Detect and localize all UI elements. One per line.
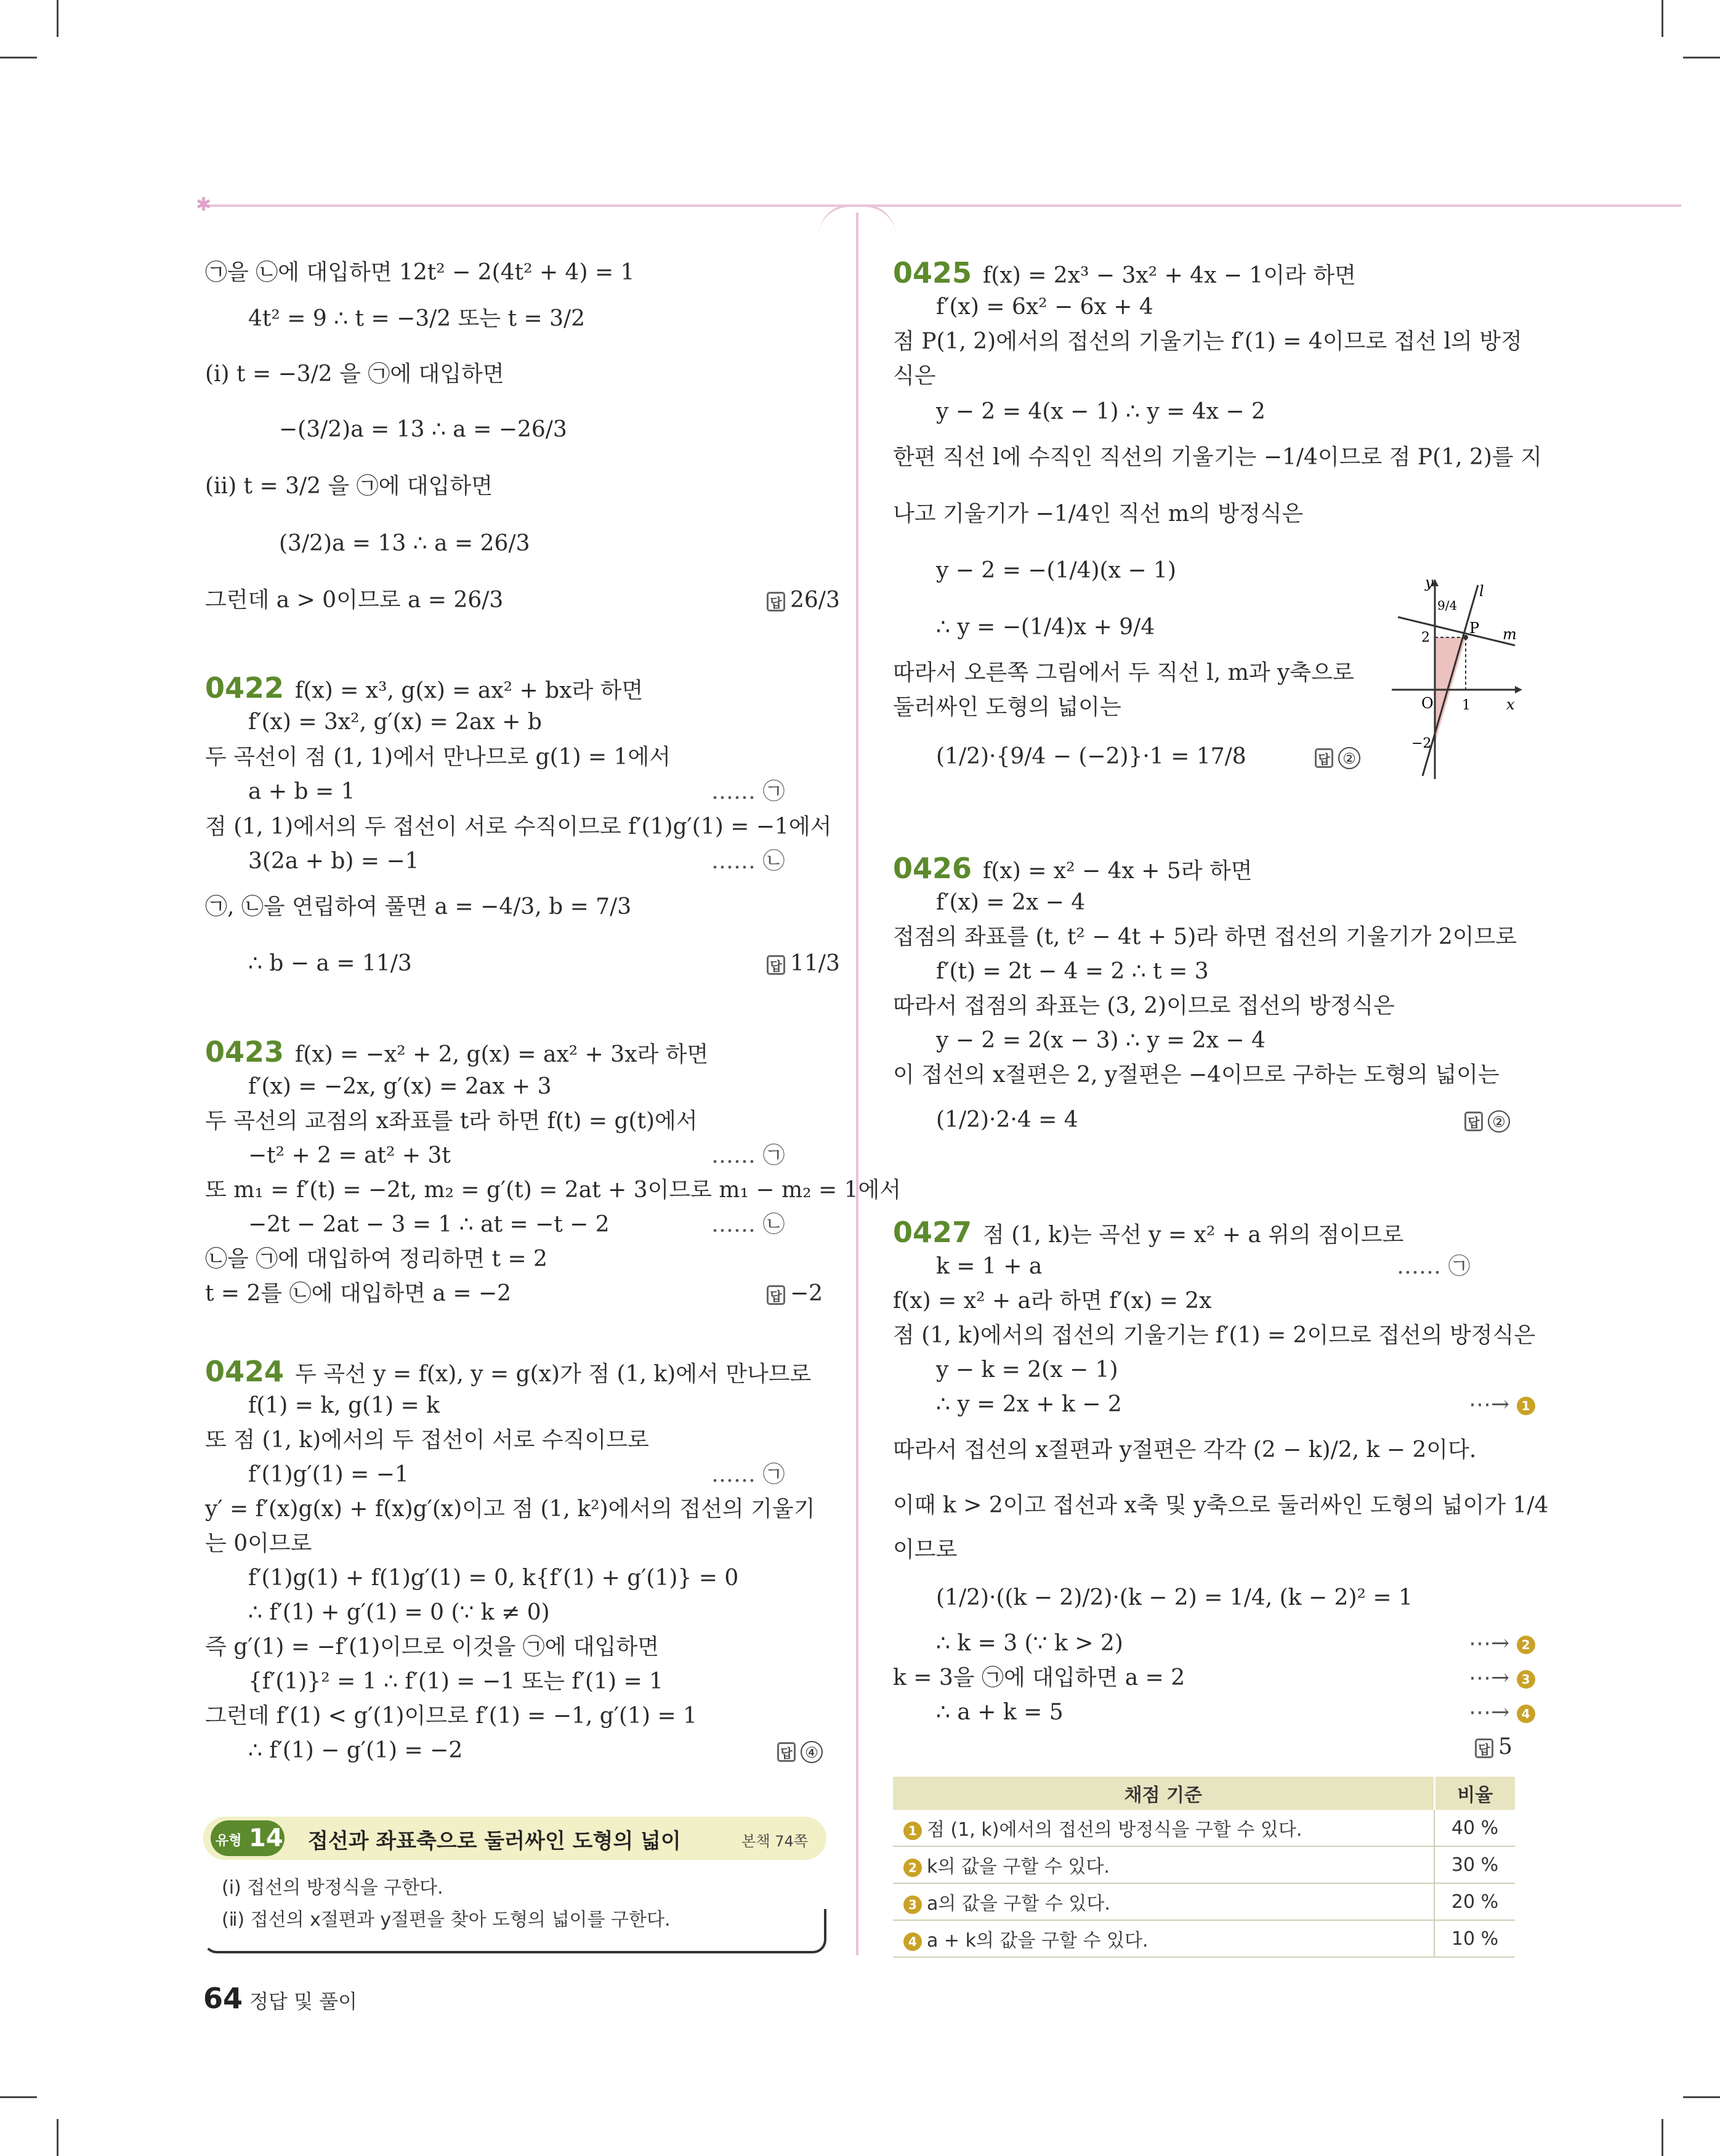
text-line: f′(1)g(1) + f(1)g′(1) = 0, k{f′(1) + g′(1)} = 0 (248, 1565, 739, 1591)
text-line: ㉡을 ㉠에 대입하여 정리하면 t = 2 (205, 1246, 547, 1272)
text-line: y − 2 = 4(x − 1) ∴ y = 4x − 2 (936, 399, 1266, 424)
answer-0427 (1475, 1732, 1512, 1762)
text-line: f(x) = −x² + 2, g(x) = ax² + 3x라 하면 (295, 1042, 709, 1067)
point-p-marker (1463, 635, 1468, 640)
text-line: (ⅰ) t = −3/2 을 ㉠에 대입하면 (205, 361, 504, 387)
criteria-ratio: 20 % (1434, 1883, 1515, 1920)
answer-icon: 답 (1464, 1112, 1483, 1131)
text-line: −(3/2)a = 13 ∴ a = −26/3 (279, 417, 567, 442)
equation-marker: …… ㉡ (711, 1212, 785, 1237)
type-badge (211, 1820, 285, 1856)
text-line: {f′(1)}² = 1 ∴ f′(1) = −1 또는 f′(1) = 1 (248, 1669, 663, 1694)
text-line: 그런데 f′(1) < g′(1)이므로 f′(1) = −1, g′(1) = 1 (205, 1703, 697, 1729)
criteria-number: 3 (903, 1896, 922, 1914)
step-marker: ⋯→ 3 (1469, 1663, 1535, 1694)
equation-marker: …… ㉠ (711, 779, 785, 804)
column-divider (856, 212, 858, 1955)
problem-0425-line (893, 257, 1356, 291)
table-row (893, 1846, 1515, 1883)
type-badge-number: 14 (249, 1824, 283, 1852)
text-line: 점 (1, k)에서의 접선의 기울기는 f′(1) = 2이므로 접선의 방정식은 (893, 1323, 1536, 1348)
figure-lines-lm (1386, 573, 1527, 782)
text-line: 4t² = 9 ∴ t = −3/2 또는 t = 3/2 (248, 306, 586, 331)
criteria-ratio: 10 % (1434, 1920, 1515, 1957)
text-line: f(x) = x² + a라 하면 f′(x) = 2x (893, 1288, 1212, 1314)
table-header-item: 채점 기준 (893, 1777, 1434, 1810)
footer-text: 정답 및 풀이 (249, 1990, 358, 2013)
text-line: 한편 직선 l에 수직인 직선의 기울기는 −1/4이므로 점 P(1, 2)를 지 (893, 445, 1542, 470)
answer-value: ④ (801, 1741, 823, 1763)
text-line: f′(x) = 3x², g′(x) = 2ax + b (248, 709, 542, 735)
text-line: f(1) = k, g(1) = k (248, 1393, 440, 1418)
answer-icon: 답 (777, 1742, 796, 1762)
step-number: 4 (1517, 1705, 1535, 1723)
text-line: ∴ y = −(1/4)x + 9/4 (936, 615, 1155, 640)
line-m-label: m (1503, 626, 1517, 643)
criteria-text: k의 값을 구할 수 있다. (927, 1856, 1110, 1878)
problem-0427-line (893, 1217, 1403, 1251)
answer-value: ② (1488, 1110, 1510, 1133)
answer-0426 (1464, 1105, 1510, 1136)
text-line: 따라서 오른쪽 그림에서 두 직선 l, m과 y축으로 (893, 660, 1354, 685)
text-line: 나고 기울기가 −1/4인 직선 m의 방정식은 (893, 501, 1304, 527)
criteria-item (893, 1920, 1434, 1957)
tick-label: 2 (1421, 630, 1430, 645)
answer-icon: 답 (767, 955, 785, 975)
table-row (893, 1810, 1515, 1846)
text-line: f′(x) = 6x² − 6x + 4 (936, 294, 1153, 320)
text-line: y′ = f′(x)g(x) + f(x)g′(x)이고 점 (1, k²)에서의 접선의 기울기 (205, 1496, 815, 1522)
criteria-number: 2 (903, 1859, 922, 1877)
crop-mark (57, 2119, 59, 2156)
problem-0423-line (205, 1036, 708, 1070)
text-line: 따라서 접선의 x절편과 y절편은 각각 (2 − k)/2, k − 2이다. (893, 1437, 1477, 1463)
criteria-item (893, 1810, 1434, 1846)
text-line: 두 곡선 y = f(x), y = g(x)가 점 (1, k)에서 만나므로 (295, 1362, 812, 1387)
problem-0426-line (893, 853, 1253, 887)
star-icon: ✱ (196, 194, 212, 216)
text-line: f(x) = x³, g(x) = ax² + bx라 하면 (295, 678, 644, 703)
answer-icon: 답 (1315, 748, 1333, 768)
type-step: (ⅰ) 접선의 방정식을 구한다. (222, 1877, 443, 1899)
text-line: f′(t) = 2t − 4 = 2 ∴ t = 3 (936, 959, 1209, 984)
answer-value: 11/3 (790, 951, 840, 976)
answer-value: 5 (1498, 1734, 1512, 1759)
answer-icon: 답 (767, 1285, 785, 1305)
text-line: 즉 g′(1) = −f′(1)이므로 이것을 ㉠에 대입하면 (205, 1634, 660, 1660)
table-header-ratio: 비율 (1434, 1777, 1515, 1810)
problem-number: 0424 (205, 1355, 285, 1388)
y-axis-label: y (1425, 574, 1434, 591)
page-number: 64 (203, 1982, 243, 2015)
text-line: f(x) = 2x³ − 3x² + 4x − 1이라 하면 (983, 263, 1356, 288)
text-line: (3/2)a = 13 ∴ a = 26/3 (279, 531, 530, 556)
text-line: ∴ y = 2x + k − 2 (936, 1392, 1122, 1417)
text-line: 접점의 좌표를 (t, t² − 4t + 5)라 하면 접선의 기울기가 2이므로 (893, 924, 1517, 950)
crop-mark (57, 0, 59, 37)
criteria-number: 4 (903, 1932, 922, 1951)
point-p-label: P (1469, 620, 1480, 637)
text-line: 식은 (893, 363, 936, 389)
criteria-text: a + k의 값을 구할 수 있다. (927, 1930, 1149, 1952)
table-row (893, 1920, 1515, 1957)
criteria-item (893, 1883, 1434, 1920)
text-line: f′(x) = −2x, g′(x) = 2ax + 3 (248, 1074, 552, 1099)
text-line: 두 곡선의 교점의 x좌표를 t라 하면 f(t) = g(t)에서 (205, 1108, 698, 1134)
equation-marker: …… ㉠ (711, 1462, 785, 1487)
text-line: 또 m₁ = f′(t) = −2t, m₂ = g′(t) = 2at + 3이므로 m₁ − m₂ = 1에서 (205, 1177, 902, 1203)
table-header-row (893, 1777, 1515, 1810)
text-line: (ⅱ) t = 3/2 을 ㉠에 대입하면 (205, 474, 493, 499)
answer-value: ② (1338, 747, 1360, 769)
text-line: 는 0이므로 (205, 1531, 312, 1556)
crop-mark (1661, 0, 1663, 37)
type-14-box (203, 1817, 826, 1860)
text-line: y − k = 2(x − 1) (936, 1357, 1118, 1383)
step-marker: ⋯→ 1 (1469, 1389, 1535, 1420)
answer-0424 (777, 1735, 823, 1766)
crop-mark (1683, 2096, 1720, 2098)
type-reference: 본책 74쪽 (741, 1833, 808, 1850)
text-line: 둘러싸인 도형의 넓이는 (893, 695, 1121, 720)
answer-value: −2 (790, 1281, 823, 1306)
crop-mark (0, 57, 37, 59)
criteria-text: a의 값을 구할 수 있다. (927, 1893, 1110, 1915)
equation-marker: …… ㉡ (711, 849, 785, 874)
type-badge-word: 유형 (216, 1833, 242, 1849)
text-line: y − 2 = −(1/4)(x − 1) (936, 558, 1176, 583)
text-line: k = 3을 ㉠에 대입하면 a = 2 (893, 1665, 1185, 1690)
criteria-item (893, 1846, 1434, 1883)
tick-label: 9/4 (1437, 598, 1458, 613)
type-title: 접선과 좌표축으로 둘러싸인 도형의 넓이 (308, 1829, 681, 1854)
step-number: 2 (1517, 1636, 1535, 1654)
problem-0422-line (205, 672, 643, 706)
text-line: (1/2)·((k − 2)/2)·(k − 2) = 1/4, (k − 2)² = 1 (936, 1585, 1413, 1610)
answer-0423 (767, 1278, 823, 1309)
crop-mark (1683, 57, 1720, 59)
text-line: ∴ f′(1) + g′(1) = 0 (∵ k ≠ 0) (248, 1600, 550, 1625)
answer-0421 (767, 585, 840, 616)
answer-value: 26/3 (790, 587, 840, 613)
header-rule (200, 204, 1681, 207)
answer-0425 (1315, 741, 1360, 772)
text-line: (1/2)·{9/4 − (−2)}·1 = 17/8 (936, 744, 1246, 769)
tick-label: −2 (1411, 736, 1432, 751)
equation-marker: …… ㉠ (711, 1143, 785, 1168)
scoring-criteria-table (893, 1777, 1515, 1958)
table-row (893, 1883, 1515, 1920)
text-line: 이때 k > 2이고 접선과 x축 및 y축으로 둘러싸인 도형의 넓이가 1/4 (893, 1493, 1549, 1518)
text-line: f′(1)g′(1) = −1 (248, 1462, 409, 1487)
text-line: −2t − 2at − 3 = 1 ∴ at = −t − 2 (248, 1212, 610, 1237)
problem-number: 0423 (205, 1035, 285, 1068)
x-axis-arrow (1515, 686, 1522, 693)
text-line: 3(2a + b) = −1 (248, 849, 419, 874)
text-line: 이 접선의 x절편은 2, y절편은 −4이므로 구하는 도형의 넓이는 (893, 1062, 1500, 1088)
text-line: ∴ b − a = 11/3 (248, 951, 412, 976)
text-line: ∴ f′(1) − g′(1) = −2 (248, 1738, 463, 1763)
text-line: 두 곡선이 점 (1, 1)에서 만나므로 g(1) = 1에서 (205, 745, 671, 770)
text-line: 점 (1, k)는 곡선 y = x² + a 위의 점이므로 (983, 1222, 1404, 1248)
equation-marker: …… ㉠ (1397, 1254, 1471, 1279)
crop-mark (0, 2096, 37, 2098)
answer-icon: 답 (767, 592, 785, 612)
criteria-text: 점 (1, k)에서의 접선의 방정식을 구할 수 있다. (927, 1819, 1302, 1841)
text-line: ∴ k = 3 (∵ k > 2) (936, 1631, 1123, 1656)
x-axis-label: x (1506, 696, 1515, 713)
page-footer (203, 1982, 357, 2015)
problem-number: 0426 (893, 852, 972, 885)
text-line: ㉠을 ㉡에 대입하면 12t² − 2(4t² + 4) = 1 (205, 260, 635, 285)
text-line: 그런데 a > 0이므로 a = 26/3 (205, 587, 504, 613)
problem-0424-line (205, 1356, 811, 1390)
text-line: k = 1 + a (936, 1254, 1043, 1279)
step-number: 1 (1517, 1397, 1535, 1415)
text-line: 따라서 접점의 좌표는 (3, 2)이므로 접선의 방정식은 (893, 993, 1395, 1019)
line-l-label: l (1479, 583, 1484, 600)
text-line: y − 2 = 2(x − 3) ∴ y = 2x − 4 (936, 1028, 1266, 1053)
answer-icon: 답 (1475, 1738, 1493, 1758)
answer-0422 (767, 948, 840, 979)
text-line: f(x) = x² − 4x + 5라 하면 (983, 858, 1253, 884)
text-line: ㉠, ㉡을 연립하여 풀면 a = −4/3, b = 7/3 (205, 894, 632, 919)
tick-label: 1 (1462, 698, 1471, 713)
text-line: t = 2를 ㉡에 대입하면 a = −2 (205, 1281, 511, 1306)
problem-number: 0422 (205, 671, 285, 705)
problem-number: 0427 (893, 1216, 972, 1249)
type-step: (ⅱ) 접선의 x절편과 y절편을 찾아 도형의 넓이를 구한다. (222, 1909, 671, 1931)
criteria-number: 1 (903, 1822, 922, 1840)
type-box-bottom-rule (203, 1909, 826, 1953)
text-line: −t² + 2 = at² + 3t (248, 1143, 451, 1168)
step-marker: ⋯→ 4 (1469, 1697, 1535, 1728)
text-line: f′(x) = 2x − 4 (936, 890, 1086, 915)
criteria-ratio: 40 % (1434, 1810, 1515, 1846)
text-line: 점 (1, 1)에서의 두 접선이 서로 수직이므로 f′(1)g′(1) = −1에서 (205, 814, 832, 839)
text-line: 또 점 (1, k)에서의 두 접선이 서로 수직이므로 (205, 1427, 649, 1453)
text-line: a + b = 1 (248, 779, 355, 804)
step-number: 3 (1517, 1670, 1535, 1689)
problem-number: 0425 (893, 256, 972, 289)
criteria-ratio: 30 % (1434, 1846, 1515, 1883)
step-marker: ⋯→ 2 (1469, 1628, 1535, 1659)
text-line: ∴ a + k = 5 (936, 1700, 1064, 1725)
origin-label: O (1421, 695, 1434, 712)
text-line: 점 P(1, 2)에서의 접선의 기울기는 f′(1) = 4이므로 접선 l의 방정 (893, 329, 1522, 354)
crop-mark (1661, 2119, 1663, 2156)
text-line: (1/2)·2·4 = 4 (936, 1107, 1078, 1133)
text-line: 이므로 (893, 1537, 958, 1562)
